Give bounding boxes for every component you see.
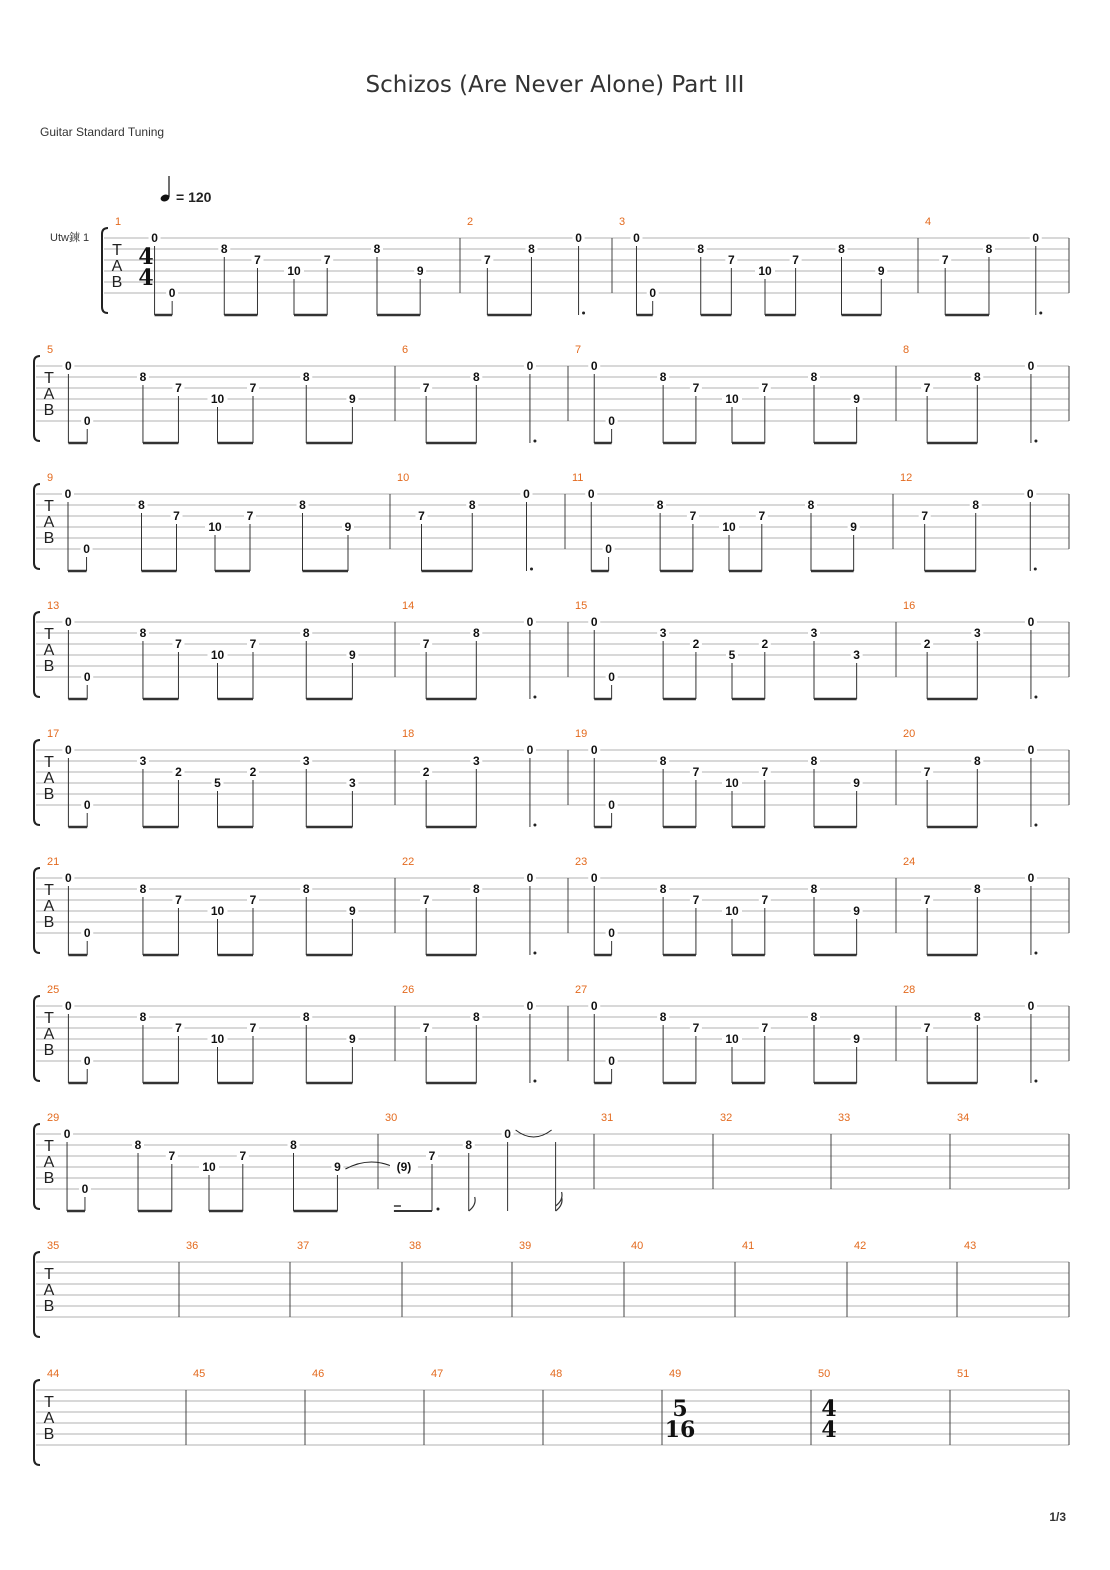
tab-clef-letter: A bbox=[43, 770, 55, 787]
fret-number: 5 bbox=[728, 648, 736, 662]
dot bbox=[1034, 952, 1037, 955]
tuning-label: Guitar Standard Tuning bbox=[40, 125, 165, 139]
fret-number: 8 bbox=[973, 754, 981, 768]
time-signature-top: 5 bbox=[672, 1396, 688, 1422]
fret-number: 0 bbox=[83, 926, 91, 940]
fret-number: 2 bbox=[175, 765, 182, 779]
measure-number: 18 bbox=[402, 728, 415, 740]
fret-number: 7 bbox=[173, 509, 180, 523]
dot bbox=[533, 952, 536, 955]
note-flag bbox=[556, 1192, 562, 1211]
fret-number: 7 bbox=[168, 1149, 176, 1163]
fret-number: 3 bbox=[302, 754, 310, 768]
measure-number: 25 bbox=[47, 984, 60, 996]
dot bbox=[1034, 824, 1037, 827]
measure-number: 34 bbox=[957, 1112, 970, 1124]
measure-number: 7 bbox=[575, 344, 582, 356]
tie bbox=[516, 1130, 552, 1137]
measure-number: 33 bbox=[838, 1112, 851, 1124]
fret-number: 10 bbox=[725, 1032, 739, 1046]
fret-number: 0 bbox=[81, 1182, 89, 1196]
fret-number: 7 bbox=[692, 765, 700, 779]
measure-number: 6 bbox=[402, 344, 409, 356]
fret-number: 7 bbox=[921, 509, 929, 523]
fret-number: 8 bbox=[810, 1010, 818, 1024]
fret-number: 9 bbox=[349, 904, 356, 918]
fret-number: 7 bbox=[175, 637, 182, 651]
fret-number: 10 bbox=[725, 392, 739, 406]
fret-number: 0 bbox=[1027, 871, 1035, 885]
tab-clef-letter: B bbox=[43, 786, 55, 803]
tab-clef-letter: T bbox=[44, 1010, 54, 1027]
fret-number: 0 bbox=[65, 999, 72, 1013]
system-bracket bbox=[34, 356, 40, 441]
measure-number: 47 bbox=[431, 1368, 444, 1380]
dot bbox=[1034, 440, 1037, 443]
fret-number: 7 bbox=[923, 765, 931, 779]
fret-number: 0 bbox=[1032, 231, 1040, 245]
fret-number: 7 bbox=[941, 253, 949, 267]
measure-number: 2 bbox=[467, 216, 474, 228]
fret-number: 7 bbox=[761, 893, 769, 907]
fret-number: 7 bbox=[422, 637, 430, 651]
measure-number: 16 bbox=[903, 600, 916, 612]
fret-number: 0 bbox=[526, 999, 534, 1013]
measure-number: 38 bbox=[409, 1240, 422, 1252]
tab-clef-letter: A bbox=[43, 642, 55, 659]
fret-number: 8 bbox=[299, 498, 306, 512]
fret-number: 8 bbox=[472, 370, 480, 384]
tab-clef-letter: T bbox=[44, 1138, 54, 1155]
dot bbox=[437, 1208, 440, 1211]
tie bbox=[345, 1162, 397, 1169]
measure-number: 13 bbox=[47, 600, 60, 612]
fret-number: 8 bbox=[807, 498, 815, 512]
fret-number: 8 bbox=[465, 1138, 473, 1152]
measure-number: 14 bbox=[402, 600, 415, 612]
page-number: 1/3 bbox=[1049, 1510, 1066, 1524]
fret-number: 0 bbox=[608, 798, 615, 812]
system-bracket bbox=[34, 868, 40, 953]
fret-number: 0 bbox=[587, 487, 595, 501]
fret-number: 0 bbox=[590, 743, 598, 757]
fret-number: 8 bbox=[302, 370, 310, 384]
fret-number: 0 bbox=[83, 414, 91, 428]
system-bracket bbox=[34, 1124, 40, 1209]
fret-number: 8 bbox=[139, 882, 147, 896]
fret-number: 10 bbox=[210, 392, 225, 406]
fret-number: 3 bbox=[810, 626, 818, 640]
fret-number: 0 bbox=[1027, 615, 1035, 629]
fret-number: 7 bbox=[175, 381, 182, 395]
time-signature-bottom: 16 bbox=[664, 1417, 696, 1443]
fret-number: 7 bbox=[923, 1021, 931, 1035]
fret-number: 0 bbox=[1027, 359, 1035, 373]
tab-clef-letter: A bbox=[43, 1026, 55, 1043]
fret-number: 2 bbox=[761, 637, 769, 651]
measure-number: 36 bbox=[186, 1240, 199, 1252]
fret-number: 8 bbox=[139, 626, 147, 640]
measure-number: 43 bbox=[964, 1240, 977, 1252]
fret-number: 0 bbox=[608, 926, 615, 940]
tab-clef-letter: A bbox=[43, 1282, 55, 1299]
dot bbox=[582, 312, 585, 315]
fret-number: 3 bbox=[853, 648, 860, 662]
fret-number: 8 bbox=[290, 1138, 297, 1152]
tab-clef-letter: B bbox=[111, 274, 123, 291]
measure-number: 22 bbox=[402, 856, 415, 868]
fret-number: 10 bbox=[287, 264, 301, 278]
fret-number: 7 bbox=[175, 893, 182, 907]
fret-number: 8 bbox=[302, 1010, 310, 1024]
measure-number: 44 bbox=[47, 1368, 60, 1380]
tab-clef-letter: A bbox=[43, 1154, 55, 1171]
fret-number: 9 bbox=[853, 776, 860, 790]
fret-number: 8 bbox=[972, 498, 980, 512]
fret-number: 8 bbox=[138, 498, 145, 512]
fret-number: 7 bbox=[428, 1149, 436, 1163]
fret-number: 0 bbox=[83, 798, 91, 812]
fret-number: 7 bbox=[692, 1021, 700, 1035]
fret-number: 7 bbox=[323, 253, 331, 267]
fret-number: 8 bbox=[838, 242, 845, 256]
fret-number: 7 bbox=[246, 509, 254, 523]
tab-clef-letter: B bbox=[43, 914, 55, 931]
fret-number: 5 bbox=[214, 776, 221, 790]
fret-number: 9 bbox=[853, 392, 860, 406]
tab-clef-letter: B bbox=[43, 1170, 55, 1187]
measure-number: 23 bbox=[575, 856, 588, 868]
measure-number: 4 bbox=[925, 216, 932, 228]
tempo-equals: = bbox=[176, 189, 185, 205]
fret-number: 0 bbox=[151, 231, 158, 245]
fret-number: 7 bbox=[923, 893, 931, 907]
dot bbox=[1034, 1080, 1037, 1083]
fret-number: 8 bbox=[302, 626, 310, 640]
measure-number: 39 bbox=[519, 1240, 532, 1252]
tab-clef-letter: T bbox=[44, 370, 54, 387]
fret-number: 0 bbox=[608, 670, 615, 684]
fret-number: 0 bbox=[1026, 487, 1034, 501]
fret-number: 9 bbox=[850, 520, 857, 534]
tab-clef-letter: T bbox=[44, 882, 54, 899]
fret-number: 0 bbox=[590, 999, 598, 1013]
fret-number: 0 bbox=[526, 359, 534, 373]
tab-clef-letter: A bbox=[43, 386, 55, 403]
note-flag bbox=[469, 1197, 475, 1211]
fret-number: 3 bbox=[139, 754, 147, 768]
dot bbox=[1039, 312, 1042, 315]
measure-number: 42 bbox=[854, 1240, 867, 1252]
fret-number: 7 bbox=[484, 253, 491, 267]
time-signature-bottom: 4 bbox=[821, 1417, 837, 1443]
measure-number: 9 bbox=[47, 472, 54, 484]
tab-clef-letter: T bbox=[44, 1266, 54, 1283]
measure-number: 35 bbox=[47, 1240, 60, 1252]
fret-number: 0 bbox=[1027, 743, 1035, 757]
system-bracket bbox=[34, 612, 40, 697]
measure-number: 32 bbox=[720, 1112, 733, 1124]
fret-number: 0 bbox=[523, 487, 530, 501]
tab-clef-letter: B bbox=[43, 530, 55, 547]
fret-number: 7 bbox=[249, 893, 257, 907]
fret-number: 0 bbox=[633, 231, 640, 245]
tab-clef-letter: A bbox=[43, 514, 55, 531]
tab-clef-letter: B bbox=[43, 1426, 55, 1443]
dot bbox=[533, 696, 536, 699]
fret-number: 7 bbox=[761, 381, 769, 395]
fret-number: 8 bbox=[973, 882, 981, 896]
fret-number: 8 bbox=[220, 242, 228, 256]
fret-number: 9 bbox=[853, 904, 860, 918]
fret-number: 7 bbox=[761, 765, 769, 779]
fret-number: 8 bbox=[973, 1010, 981, 1024]
measure-number: 12 bbox=[900, 472, 913, 484]
fret-number: 7 bbox=[249, 381, 257, 395]
fret-number: 7 bbox=[175, 1021, 182, 1035]
fret-number: 8 bbox=[656, 498, 664, 512]
fret-number: 8 bbox=[659, 882, 667, 896]
fret-number: 8 bbox=[134, 1138, 142, 1152]
fret-number: 0 bbox=[590, 615, 598, 629]
fret-number: 8 bbox=[810, 882, 818, 896]
tab-clef-letter: T bbox=[44, 1394, 54, 1411]
measure-number: 27 bbox=[575, 984, 588, 996]
fret-number: 0 bbox=[526, 615, 534, 629]
fret-number: 9 bbox=[349, 648, 356, 662]
fret-number: 0 bbox=[64, 487, 72, 501]
fret-number: 10 bbox=[725, 904, 739, 918]
fret-number: 8 bbox=[659, 754, 667, 768]
fret-number: 9 bbox=[334, 1160, 341, 1174]
fret-number: 7 bbox=[692, 381, 700, 395]
measure-number: 1 bbox=[115, 216, 122, 228]
fret-number: 7 bbox=[761, 1021, 769, 1035]
tab-clef-letter: B bbox=[43, 1298, 55, 1315]
fret-number: 0 bbox=[65, 615, 72, 629]
fret-number: 8 bbox=[659, 1010, 667, 1024]
fret-number: 7 bbox=[239, 1149, 247, 1163]
measure-number: 20 bbox=[903, 728, 916, 740]
fret-number: 0 bbox=[83, 670, 91, 684]
fret-number: 8 bbox=[810, 754, 818, 768]
song-title: Schizos (Are Never Alone) Part III bbox=[365, 72, 745, 98]
fret-number: 2 bbox=[923, 637, 931, 651]
dot bbox=[1034, 696, 1037, 699]
dot bbox=[530, 568, 533, 571]
measure-number: 5 bbox=[47, 344, 54, 356]
tab-clef-letter: B bbox=[43, 402, 55, 419]
fret-number: 7 bbox=[422, 893, 430, 907]
fret-number: 0 bbox=[575, 231, 582, 245]
fret-number: 0 bbox=[590, 359, 598, 373]
system-bracket bbox=[34, 1380, 40, 1465]
fret-number: 0 bbox=[83, 542, 90, 556]
fret-number: 8 bbox=[528, 242, 535, 256]
tab-clef-letter: T bbox=[44, 498, 54, 515]
measure-number: 8 bbox=[903, 344, 910, 356]
fret-number: 9 bbox=[344, 520, 352, 534]
fret-number: 7 bbox=[689, 509, 697, 523]
fret-number: 2 bbox=[422, 765, 430, 779]
fret-number: 0 bbox=[1027, 999, 1035, 1013]
fret-number: 7 bbox=[727, 253, 735, 267]
measure-number: 29 bbox=[47, 1112, 60, 1124]
fret-number: 0 bbox=[608, 414, 615, 428]
dot bbox=[533, 824, 536, 827]
fret-number: 9 bbox=[349, 392, 356, 406]
fret-number: 7 bbox=[422, 1021, 430, 1035]
fret-number: 7 bbox=[249, 1021, 257, 1035]
tab-clef-letter: T bbox=[44, 754, 54, 771]
fret-number: 0 bbox=[605, 542, 612, 556]
fret-number: 10 bbox=[210, 1032, 225, 1046]
fret-number: 0 bbox=[83, 1054, 91, 1068]
measure-number: 40 bbox=[631, 1240, 644, 1252]
fret-number: 7 bbox=[923, 381, 931, 395]
tab-clef-letter: A bbox=[111, 258, 123, 275]
fret-number: 0 bbox=[526, 871, 534, 885]
dot bbox=[533, 440, 536, 443]
fret-number: 8 bbox=[139, 1010, 147, 1024]
fret-number: 0 bbox=[65, 871, 72, 885]
measure-number: 48 bbox=[550, 1368, 563, 1380]
time-signature-top: 4 bbox=[821, 1396, 837, 1422]
fret-number: 8 bbox=[659, 370, 667, 384]
fret-number: 8 bbox=[810, 370, 818, 384]
fret-number: 0 bbox=[590, 871, 598, 885]
measure-number: 30 bbox=[385, 1112, 398, 1124]
fret-number: 10 bbox=[758, 264, 772, 278]
measure-number: 11 bbox=[572, 472, 584, 484]
measure-number: 10 bbox=[397, 472, 410, 484]
measure-number: 19 bbox=[575, 728, 588, 740]
fret-number: 2 bbox=[692, 637, 700, 651]
fret-number: 0 bbox=[526, 743, 534, 757]
fret-number: 8 bbox=[985, 242, 993, 256]
measure-number: 3 bbox=[619, 216, 626, 228]
fret-number: 7 bbox=[249, 637, 257, 651]
fret-number: 0 bbox=[168, 286, 176, 300]
fret-number: 8 bbox=[472, 626, 480, 640]
system-bracket bbox=[102, 228, 108, 313]
measure-number: 46 bbox=[312, 1368, 325, 1380]
measure-number: 31 bbox=[601, 1112, 614, 1124]
measure-number: 24 bbox=[903, 856, 916, 868]
track-name: Utw鍊 1 bbox=[50, 232, 90, 244]
fret-number: 8 bbox=[973, 370, 981, 384]
tab-clef-letter: B bbox=[43, 1042, 55, 1059]
fret-number: 8 bbox=[472, 1010, 480, 1024]
fret-number: 8 bbox=[468, 498, 476, 512]
fret-number: 8 bbox=[302, 882, 310, 896]
fret-number: 10 bbox=[208, 520, 222, 534]
tab-clef-letter: A bbox=[43, 1410, 55, 1427]
fret-number: 2 bbox=[249, 765, 257, 779]
fret-number: 0 bbox=[649, 286, 657, 300]
fret-number: 7 bbox=[758, 509, 766, 523]
fret-number: 7 bbox=[692, 893, 700, 907]
fret-number: 3 bbox=[349, 776, 356, 790]
measure-number: 49 bbox=[669, 1368, 682, 1380]
dot bbox=[533, 1080, 536, 1083]
measure-number: 41 bbox=[742, 1240, 755, 1252]
measure-number: 26 bbox=[402, 984, 415, 996]
measure-number: 37 bbox=[297, 1240, 310, 1252]
fret-number: 9 bbox=[416, 264, 424, 278]
fret-number: 0 bbox=[65, 743, 72, 757]
fret-number: (9) bbox=[396, 1160, 412, 1174]
dot bbox=[1034, 568, 1037, 571]
fret-number: 8 bbox=[139, 370, 147, 384]
tab-clef-letter: T bbox=[44, 626, 54, 643]
fret-number: 3 bbox=[973, 626, 981, 640]
fret-number: 3 bbox=[659, 626, 667, 640]
fret-number: 9 bbox=[349, 1032, 356, 1046]
measure-number: 17 bbox=[47, 728, 60, 740]
fret-number: 7 bbox=[422, 381, 430, 395]
measure-number: 28 bbox=[903, 984, 916, 996]
fret-number: 7 bbox=[254, 253, 261, 267]
fret-number: 10 bbox=[210, 904, 225, 918]
fret-number: 3 bbox=[472, 754, 480, 768]
fret-number: 7 bbox=[792, 253, 799, 267]
tab-clef-letter: T bbox=[112, 242, 122, 259]
system-bracket bbox=[34, 484, 40, 569]
tab-clef-letter: B bbox=[43, 658, 55, 675]
tab-clef-letter: A bbox=[43, 898, 55, 915]
fret-number: 9 bbox=[853, 1032, 860, 1046]
fret-number: 10 bbox=[725, 776, 739, 790]
fret-number: 9 bbox=[877, 264, 885, 278]
measure-number: 50 bbox=[818, 1368, 831, 1380]
fret-number: 8 bbox=[373, 242, 381, 256]
measure-number: 15 bbox=[575, 600, 588, 612]
fret-number: 8 bbox=[472, 882, 480, 896]
fret-number: 10 bbox=[722, 520, 736, 534]
fret-number: 0 bbox=[63, 1127, 71, 1141]
fret-number: 0 bbox=[65, 359, 72, 373]
system-bracket bbox=[34, 740, 40, 825]
measure-number: 51 bbox=[957, 1368, 970, 1380]
fret-number: 7 bbox=[418, 509, 425, 523]
time-signature-top: 4 bbox=[138, 244, 154, 270]
tempo-value: 120 bbox=[188, 189, 212, 205]
fret-number: 8 bbox=[697, 242, 705, 256]
fret-number: 10 bbox=[202, 1160, 216, 1174]
system-bracket bbox=[34, 996, 40, 1081]
measure-number: 45 bbox=[193, 1368, 206, 1380]
time-signature-bottom: 4 bbox=[138, 265, 154, 291]
measure-number: 21 bbox=[47, 856, 60, 868]
system-bracket bbox=[34, 1252, 40, 1337]
fret-number: 0 bbox=[608, 1054, 615, 1068]
fret-number: 10 bbox=[210, 648, 225, 662]
fret-number: 0 bbox=[504, 1127, 511, 1141]
